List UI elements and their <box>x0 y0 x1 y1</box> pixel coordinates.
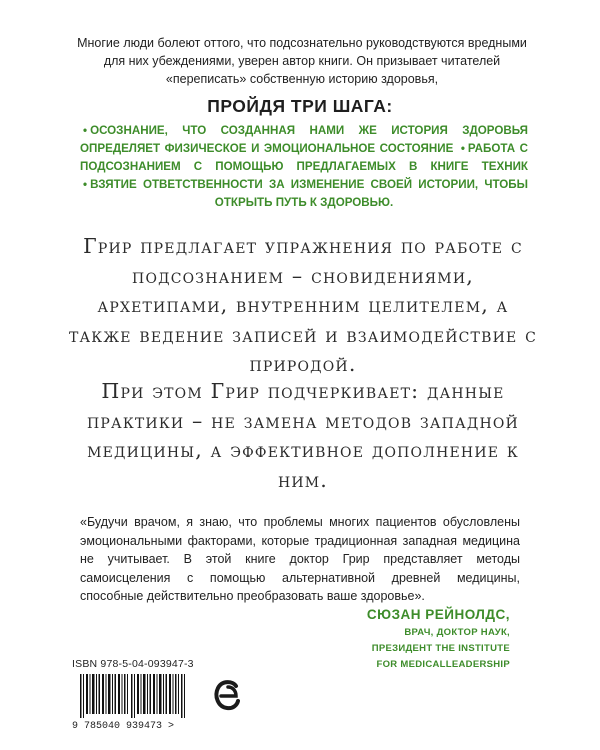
steps-heading: ПРОЙДЯ ТРИ ШАГА: <box>207 96 393 116</box>
step-item-1: ОСОЗНАНИЕ, ЧТО СОЗДАННАЯ НАМИ ЖЕ ИСТОРИЯ ЗДОРОВЬЯ ОПРЕДЕЛЯЕТ ФИЗИЧЕСКОЕ И ЭМОЦИОНАЛЬНОЕ СОСТОЯНИЕ <box>80 124 528 155</box>
intro-text: Многие люди болеют оттого, что подсознательно руководствуются вредными для них убеждениями, уверен автор книги. Он призывает читателей «переписать» собственную историю здоровья, <box>77 36 527 86</box>
author-name: СЮЗАН РЕЙНОЛДС, <box>366 607 510 622</box>
bullet-icon: • <box>83 178 88 191</box>
eksmo-logo-icon <box>212 676 242 716</box>
main-paragraph-1: Грир предлагает упражнения по работе с подсознанием – сновидениями, архетипами, внутренним целителем, а также ведение записей и взаимодействие с природой. <box>68 234 538 376</box>
barcode-block <box>72 658 198 732</box>
quote-author <box>367 605 510 673</box>
barcode-number: 9 785040 939473 > <box>72 721 175 732</box>
barcode-icon <box>72 674 198 718</box>
step-item-3: ВЗЯТИЕ ОТВЕТСТВЕННОСТИ ЗА ИЗМЕНЕНИЕ СВОЕЙ ИСТОРИИ, ЧТОБЫ ОТКРЫТЬ ПУТЬ К ЗДОРОВЬЮ. <box>90 178 528 209</box>
bullet-icon: • <box>460 142 465 155</box>
step-item-2: РАБОТА С ПОДСОЗНАНИЕМ С ПОМОЩЬЮ ПРЕДЛАГАЕМЫХ В КНИГЕ ТЕХНИК <box>80 142 528 173</box>
isbn-text: ISBN 978-5-04-093947-3 <box>72 658 194 670</box>
author-title-1: ВРАЧ, ДОКТОР НАУК, <box>404 627 510 638</box>
author-title-2: ПРЕЗИДЕНТ THE INSTITUTE <box>371 643 510 654</box>
steps-list <box>80 122 528 212</box>
quote-text: «Будучи врачом, я знаю, что проблемы многих пациентов обусловлены эмоциональными факторами, которые традиционная западная медицина не учитывает. В этой книге доктор Грир представляет методы самоисцеления с помощью альтернативной древней медицины, способные действительно преобразовать ваше здоровье». <box>80 515 520 603</box>
author-title-3: FOR MEDICALLEADERSHIP <box>376 659 510 670</box>
main-paragraph-2: При этом Грир подчеркивает: данные практики – не замена методов западной медицины, а эффективное дополнение к ним. <box>87 379 519 492</box>
bullet-icon: • <box>83 124 88 137</box>
